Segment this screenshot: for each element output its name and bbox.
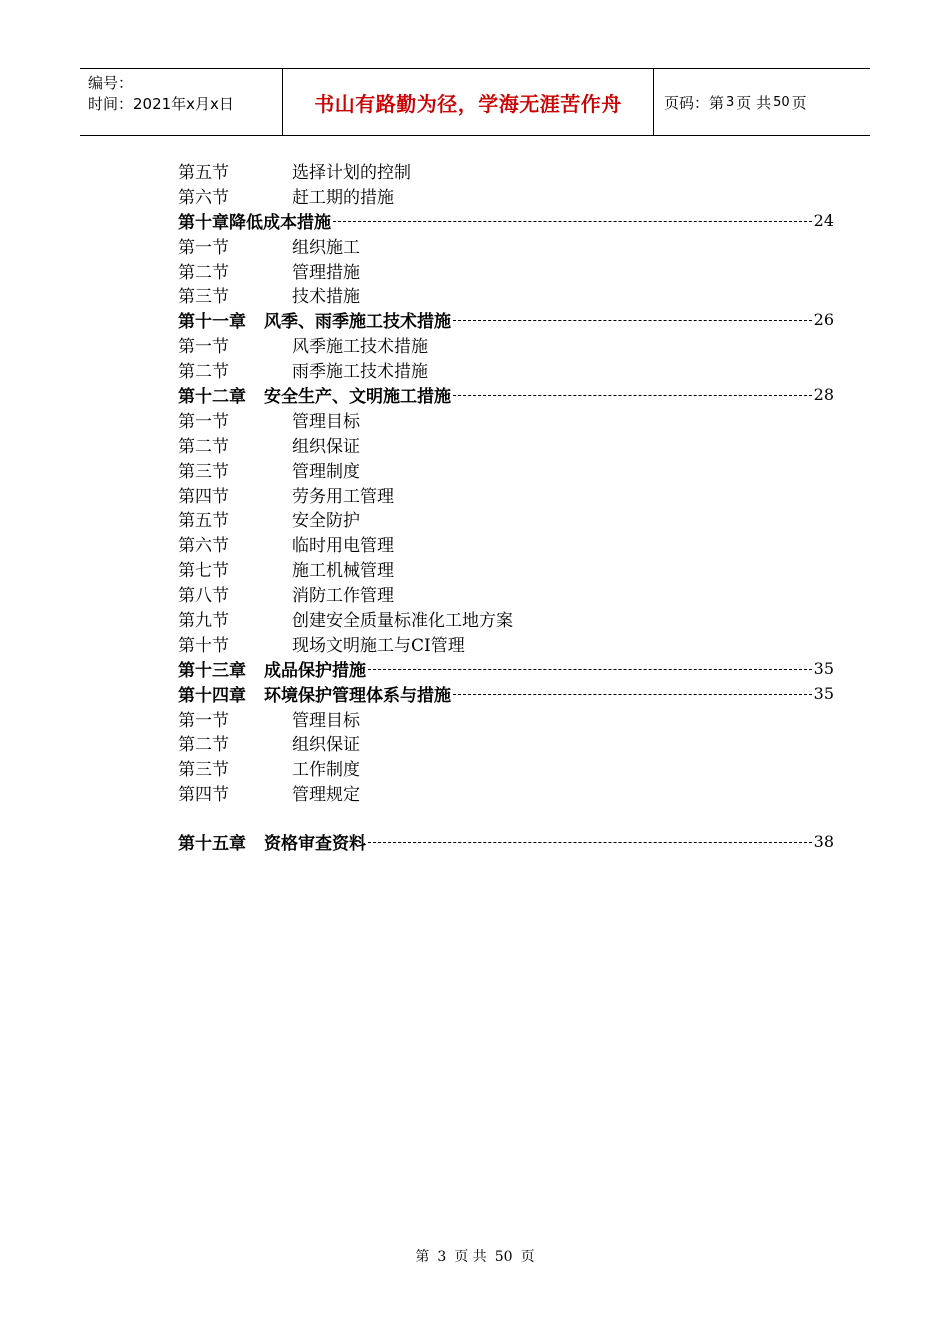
toc-section-row[interactable] — [178, 158, 834, 183]
toc-section-row[interactable] — [178, 556, 834, 581]
section-number: 第五节 — [178, 162, 229, 183]
toc-chapter-row[interactable] — [178, 208, 834, 233]
section-number: 第二节 — [178, 735, 229, 756]
toc-section-row[interactable] — [178, 631, 834, 656]
section-title: 组织保证 — [292, 436, 360, 457]
chapter-title: 第十章降低成本措施 — [178, 212, 331, 233]
chapter-number: 第十四章 — [178, 685, 246, 706]
toc-section-row[interactable] — [178, 432, 834, 457]
toc-chapter-row[interactable] — [178, 656, 834, 681]
section-number: 第二节 — [178, 436, 229, 457]
dot-leader — [368, 842, 812, 843]
section-number: 第五节 — [178, 511, 229, 532]
toc-section-row[interactable] — [178, 233, 834, 258]
toc-spacer — [178, 805, 834, 829]
section-number: 第三节 — [178, 461, 229, 482]
toc-section-row[interactable] — [178, 706, 834, 731]
toc-chapter-row[interactable] — [178, 681, 834, 706]
section-title: 赶工期的措施 — [292, 187, 394, 208]
doc-number-label: 编号： — [88, 74, 134, 92]
section-title: 组织施工 — [292, 237, 360, 258]
section-title: 劳务用工管理 — [292, 486, 394, 507]
toc-section-row[interactable] — [178, 482, 834, 507]
chapter-number: 第十三章 — [178, 660, 246, 681]
header-page-current: 3 — [726, 94, 735, 110]
chapter-title: 环境保护管理体系与措施 — [264, 685, 451, 706]
section-number: 第九节 — [178, 610, 229, 631]
section-number: 第一节 — [178, 237, 229, 258]
toc-section-row[interactable] — [178, 407, 834, 432]
section-number: 第六节 — [178, 536, 229, 557]
toc-chapter-row[interactable] — [178, 307, 834, 332]
section-title: 雨季施工技术措施 — [292, 362, 428, 383]
section-number: 第三节 — [178, 760, 229, 781]
chapter-page: 28 — [813, 384, 834, 404]
chapter-title: 安全生产、文明施工措施 — [264, 386, 451, 407]
section-title: 创建安全质量标准化工地方案 — [292, 610, 513, 631]
dot-leader — [453, 395, 812, 396]
toc-section-row[interactable] — [178, 258, 834, 283]
section-number: 第八节 — [178, 586, 229, 607]
header-motto: 书山有路勤为径，学海无涯苦作舟 — [282, 69, 654, 135]
chapter-title: 成品保护措施 — [264, 660, 366, 681]
section-number: 第六节 — [178, 187, 229, 208]
section-number: 第四节 — [178, 486, 229, 507]
section-title: 现场文明施工与CI管理 — [292, 635, 465, 656]
header-page-info — [654, 69, 870, 135]
header-table — [80, 68, 870, 136]
header-page-suffix: 页 — [791, 93, 807, 112]
toc-section-row[interactable] — [178, 357, 834, 382]
section-number: 第四节 — [178, 785, 229, 806]
chapter-title: 风季、雨季施工技术措施 — [264, 312, 451, 333]
toc-section-row[interactable] — [178, 581, 834, 606]
chapter-page: 38 — [813, 832, 834, 852]
chapter-number: 第十二章 — [178, 386, 246, 407]
section-title: 安全防护 — [292, 511, 360, 532]
section-title: 管理目标 — [292, 710, 360, 731]
section-title: 管理措施 — [292, 262, 360, 283]
header-page-mid: 页 共 — [736, 93, 772, 112]
section-number: 第一节 — [178, 710, 229, 731]
toc-section-row[interactable] — [178, 457, 834, 482]
dot-leader — [453, 320, 812, 321]
section-number: 第二节 — [178, 362, 229, 383]
toc-section-row[interactable] — [178, 780, 834, 805]
section-title: 技术措施 — [292, 287, 360, 308]
doc-time-label: 时间：2021年x月x日 — [88, 95, 234, 113]
toc-section-row[interactable] — [178, 332, 834, 357]
toc-section-row[interactable] — [178, 506, 834, 531]
header-page-total: 50 — [773, 94, 790, 110]
section-title: 临时用电管理 — [292, 536, 394, 557]
section-number: 第二节 — [178, 262, 229, 283]
section-title: 管理目标 — [292, 411, 360, 432]
toc-section-row[interactable] — [178, 755, 834, 780]
toc-section-row[interactable] — [178, 606, 834, 631]
chapter-page: 35 — [813, 658, 834, 678]
section-title: 工作制度 — [292, 760, 360, 781]
chapter-page: 26 — [813, 310, 834, 330]
dot-leader — [368, 669, 812, 670]
section-title: 选择计划的控制 — [292, 162, 411, 183]
toc-section-row[interactable] — [178, 183, 834, 208]
header-page-prefix: 页码：第 — [664, 93, 725, 112]
toc-section-row[interactable] — [178, 282, 834, 307]
chapter-number: 第十一章 — [178, 312, 246, 333]
section-number: 第一节 — [178, 337, 229, 358]
footer-mid: 页 共 — [454, 1249, 487, 1265]
footer-current-page: 3 — [437, 1249, 447, 1265]
chapter-number: 第十五章 — [178, 834, 246, 855]
chapter-page: 24 — [813, 210, 834, 230]
footer-suffix: 页 — [520, 1249, 535, 1265]
section-number: 第十节 — [178, 635, 229, 656]
dot-leader — [333, 221, 812, 222]
chapter-title: 资格审查资料 — [264, 834, 366, 855]
section-number: 第一节 — [178, 411, 229, 432]
toc-section-row[interactable] — [178, 730, 834, 755]
section-number: 第三节 — [178, 287, 229, 308]
page-footer — [0, 1246, 950, 1266]
toc-chapter-row[interactable] — [178, 382, 834, 407]
section-title: 组织保证 — [292, 735, 360, 756]
section-number: 第七节 — [178, 561, 229, 582]
section-title: 风季施工技术措施 — [292, 337, 428, 358]
footer-prefix: 第 — [415, 1249, 430, 1265]
section-title: 消防工作管理 — [292, 586, 394, 607]
chapter-page: 35 — [813, 683, 834, 703]
toc-section-row[interactable] — [178, 531, 834, 556]
footer-total-pages: 50 — [494, 1249, 513, 1265]
header-meta — [80, 69, 282, 135]
toc-chapter-row[interactable] — [178, 829, 834, 854]
section-title: 管理规定 — [292, 785, 360, 806]
section-title: 施工机械管理 — [292, 561, 394, 582]
table-of-contents — [178, 158, 834, 854]
section-title: 管理制度 — [292, 461, 360, 482]
dot-leader — [453, 694, 812, 695]
